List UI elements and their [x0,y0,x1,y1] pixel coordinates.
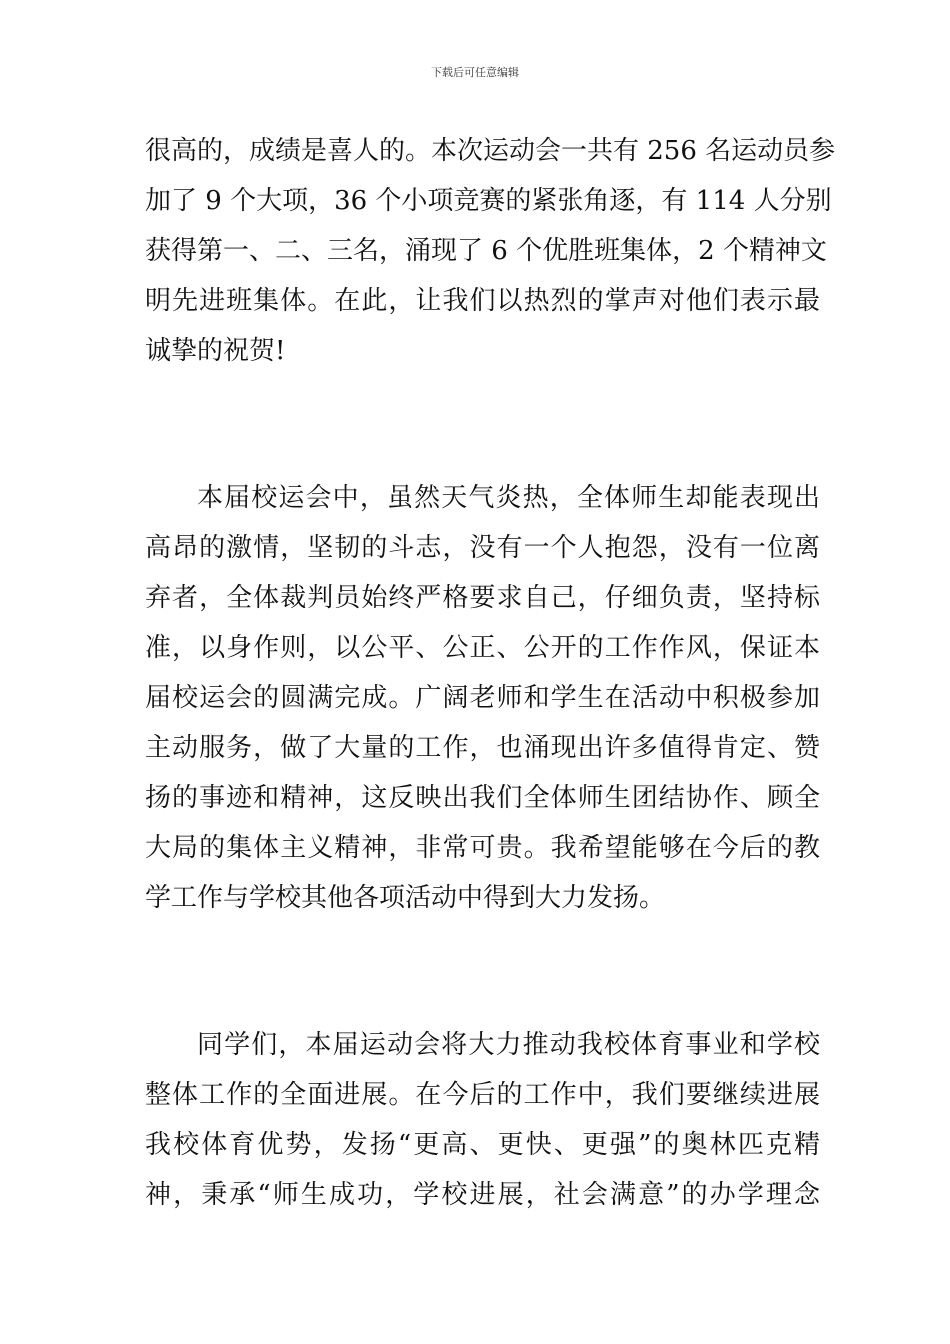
text-line: 本届校运会中，虽然天气炎热，全体师生却能表现出 [197,483,820,513]
text-line: 届校运会的圆满完成。广阔老师和学生在活动中积极参加 [145,683,820,713]
paragraph-2 [145,473,820,923]
text-line: 主动服务，做了大量的工作，也涌现出许多值得肯定、赞 [145,733,820,763]
text-line: 神，秉承“师生成功，学校进展，社会满意”的办学理念 [145,1180,820,1210]
text-line: 我校体育优势，发扬“更高、更快、更强”的奥林匹克精 [145,1130,820,1160]
text-line: 很高的，成绩是喜人的。本次运动会一共有 256 名运动员参 [145,136,836,166]
page-header: 下载后可任意编辑 [431,66,519,79]
paragraph-3 [145,1020,820,1220]
text-line: 准，以身作则，以公平、公正、公开的工作作风，保证本 [145,633,820,663]
text-line: 学工作与学校其他各项活动中得到大力发扬。 [145,883,666,913]
text-line: 高昂的激情，坚韧的斗志，没有一个人抱怨，没有一位离 [145,533,820,563]
text-line: 弃者，全体裁判员始终严格要求自己，仔细负责，坚持标 [145,583,820,613]
text-line: 诚挚的祝贺! [145,336,286,366]
text-line: 获得第一、二、三名，涌现了 6 个优胜班集体，2 个精神文 [145,236,827,266]
paragraph-1 [145,126,836,376]
text-line: 加了 9 个大项，36 个小项竞赛的紧张角逐，有 114 人分别 [145,186,832,216]
text-line: 同学们，本届运动会将大力推动我校体育事业和学校 [197,1030,820,1060]
text-line: 整体工作的全面进展。在今后的工作中，我们要继续进展 [145,1080,820,1110]
text-line: 大局的集体主义精神，非常可贵。我希望能够在今后的教 [145,833,820,863]
text-line: 扬的事迹和精神，这反映出我们全体师生团结协作、顾全 [145,783,820,813]
text-line: 明先进班集体。在此，让我们以热烈的掌声对他们表示最 [145,286,820,316]
